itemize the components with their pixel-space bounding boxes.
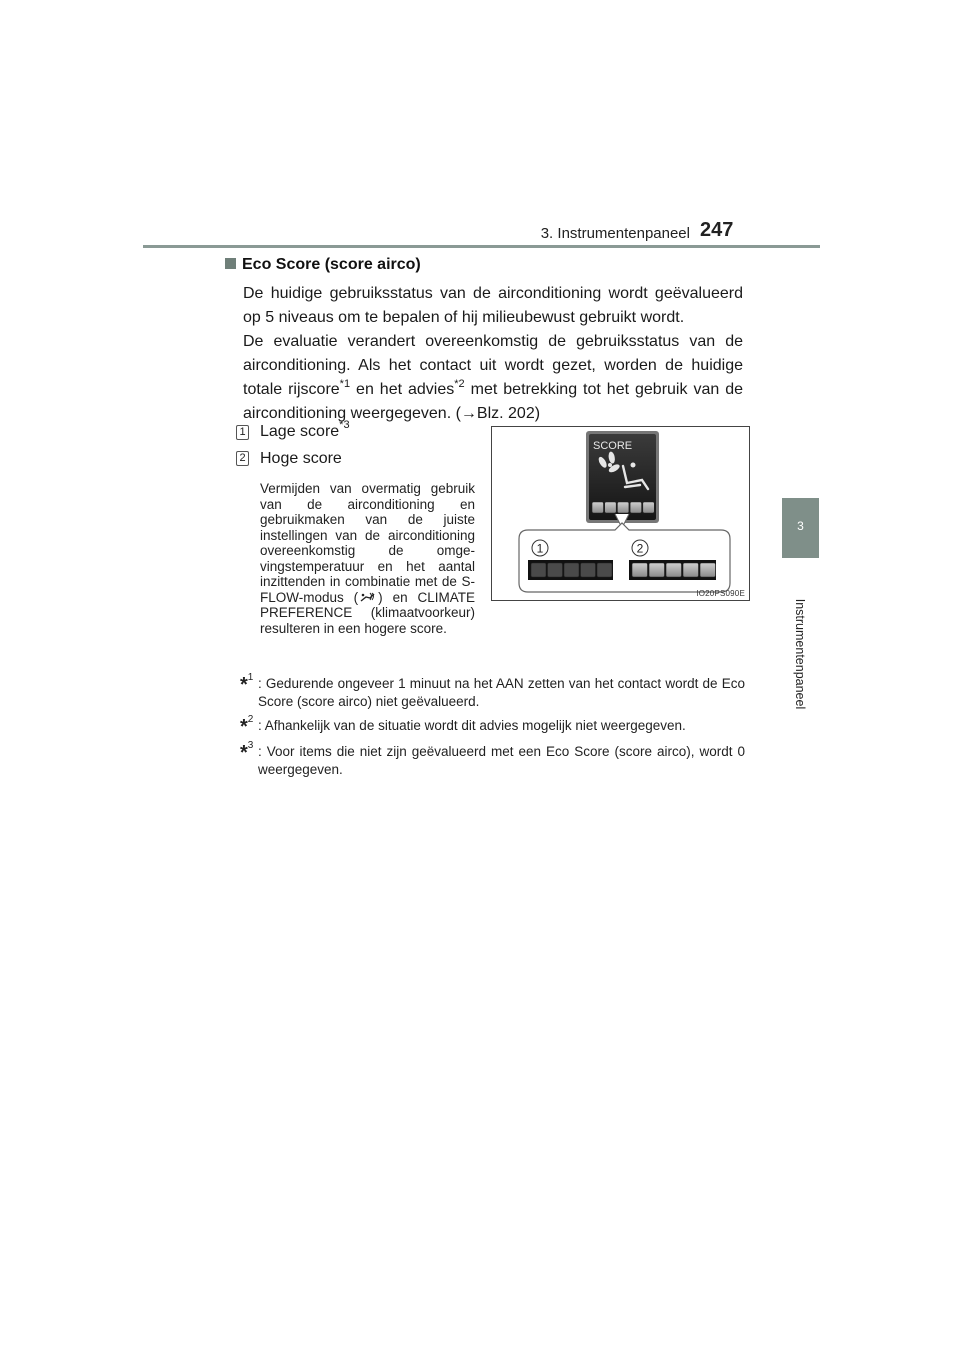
score-segment [700,563,716,577]
footnote-ref-1: *1 [339,377,351,390]
score-segment [632,563,648,577]
display-label: SCORE [593,440,633,452]
display-score-bar [592,502,654,513]
footnote-mark: *$^1$ [240,671,254,696]
evaluation-paragraph [243,330,744,422]
figure-code: IO20PS090E [696,589,745,598]
s-flow-icon [358,591,378,603]
item-label-high-score [260,450,342,468]
item-label-text: Hoge score [260,450,342,467]
chapter-label: Instrumentenpaneel [793,598,807,710]
high-score-segments [632,563,716,577]
item-number-badge: 1 [236,425,249,440]
item-label-low-score [260,418,350,441]
description-text-2: ) en CLIMATE PREFERENCE (klimaatvoorkeur) resulteren in een hogere score. [260,589,475,636]
score-segment [666,563,682,577]
callout-box [519,523,730,592]
chapter-number: 3 [797,519,804,533]
evaluation-text-3: met betrekking tot het gebruik van de airconditioning weergegeven. (→Blz. 202) [243,381,744,422]
section-heading-text: Eco Score (score airco) [242,256,421,273]
callout-number-1: 1 [536,541,544,556]
evaluation-text-2: en het advies [350,381,455,398]
footnote-text: : Gedurende ongeveer 1 minuut na het AAN zetten van het contact wordt de Eco Score (score airco) niet geëvalueerd. [258,676,745,709]
score-segment [531,563,546,577]
score-segment [683,563,699,577]
score-segment [617,502,629,513]
footnote-1 [240,671,745,711]
chapter-side-label [770,598,830,710]
square-bullet-icon [225,258,236,269]
score-segment [581,563,596,577]
score-segment [564,563,579,577]
score-segment [548,563,563,577]
intro-paragraph: De huidige gebruiksstatus van de airconditioning wordt geëvalueerd op 5 niveaus om te bepalen of hij milieubewust gebruikt wordt. [243,285,743,326]
footnote-text: : Voor items die niet zijn geëvalueerd met een Eco Score (score airco), wordt 0 weergegeven. [258,744,745,777]
eco-score-figure [491,426,750,601]
footnote-mark: *$^2$ [240,713,254,738]
description-text-1: Vermijden van overmatig gebruik van de airconditioning en gebruikmaken van de juiste instellingen van de airconditioning overeenkomstig de omgevingstemperatuur en het aantal inzittenden in combinatie met de S-FLOW-modus ( [260,481,475,605]
footnote-3 [240,739,745,779]
evaluation-text-1: De evaluatie verandert overeenkomstig de gebruiksstatus van de airconditioning. Als het contact uit wordt gezet, worden de huidige totale rijscore [243,333,743,398]
footnote-text: : Afhankelijk van de situatie wordt dit advies mogelijk niet weergegeven. [258,718,686,733]
item-number-badge: 2 [236,451,249,466]
score-segment [643,502,655,513]
item-label-text: Lage score [260,423,340,440]
footnote-2 [240,713,745,738]
score-segment [649,563,665,577]
chapter-tab [782,498,819,558]
footnote-mark: *$^3$ [240,739,254,764]
score-segment [630,502,642,513]
score-segment [605,502,617,513]
header-rule [143,245,820,248]
page-number: 247 [700,219,734,241]
footnote-ref-3: *3 [339,418,350,431]
score-segment [592,502,604,513]
header-section-title: 3. Instrumentenpaneel [540,225,690,242]
section-heading [225,256,421,274]
score-description [260,481,475,636]
score-segment [597,563,612,577]
callout-number-2: 2 [636,541,644,556]
eco-score-illustration [492,427,751,602]
low-score-segments [531,563,612,577]
footnote-ref-2: *2 [454,377,465,390]
